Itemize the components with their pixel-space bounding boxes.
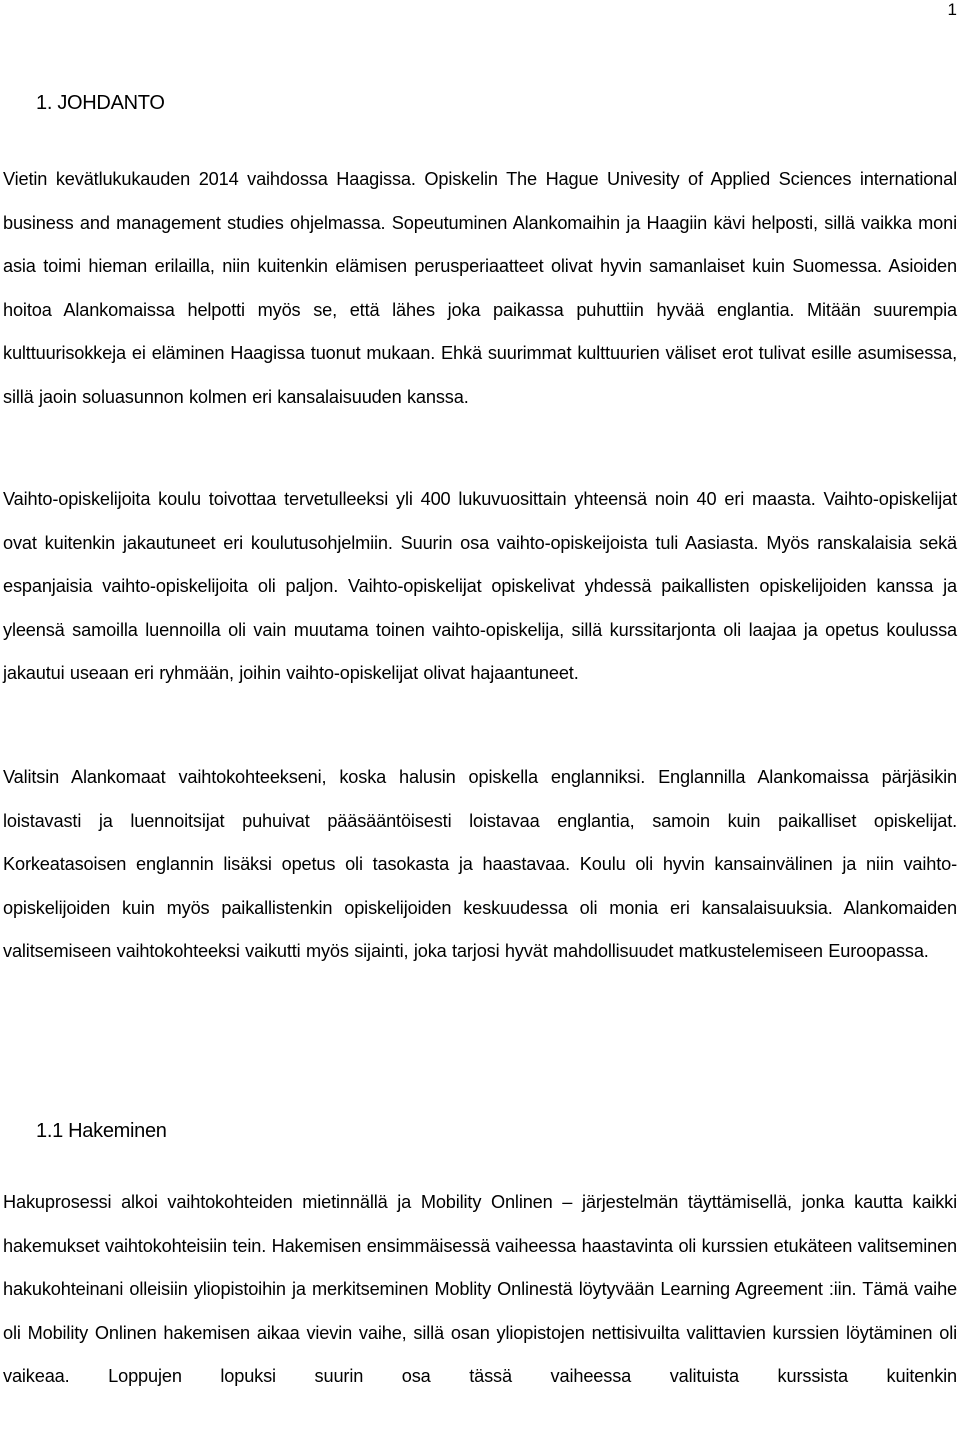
page-number: 1 [947,0,957,19]
body-paragraph: Valitsin Alankomaat vaihtokohteekseni, koska halusin opiskella englanniksi. Englannilla Alankomaissa pärjäsikin loistavasti ja luennoitsijat puhuivat pääsääntöisesti loistavaa englantia, samoin kuin paikalliset opiskelijat. Korkeatasoisen englannin lisäksi opetus oli tasokasta ja haastavaa. Koulu oli hyvin kansainvälinen ja niin vaihto-opiskelijoiden kuin myös paikallistenkin opiskelijoiden keskuudessa oli monia eri kansalaisuuksia. Alankomaiden valitsemiseen vaihtokohteeksi vaikutti myös sijainti, joka tarjosi hyvät mahdollisuudet matkustelemiseen Euroopassa. [3,767,957,962]
section-heading: 1.1 Hakeminen [36,1120,167,1142]
body-paragraph: Vietin kevätlukukauden 2014 vaihdossa Haagissa. Opiskelin The Hague Univesity of Applied Sciences international business and management studies ohjelmassa. Sopeutuminen Alankomaihin ja Haagiin kävi helposti, sillä vaikka moni asia toimi hieman erilailla, niin kuitenkin elämisen perusperiaatteet olivat hyvin samanlaiset kuin Suomessa. Asioiden hoitoa Alankomaissa helpotti myös se, että lähes joka paikassa puhuttiin hyvää englantia. Mitään suurempia kulttuurisokkeja ei eläminen Haagissa tuonut mukaan. Ehkä suurimmat kulttuurien väliset erot tulivat esille asumisessa, sillä jaoin soluasunnon kolmen eri kansalaisuuden kanssa. [3,169,957,407]
body-paragraph: Vaihto-opiskelijoita koulu toivottaa tervetulleeksi yli 400 lukuvuosittain yhteensä noin 40 eri maasta. Vaihto-opiskelijat ovat kuitenkin jakautuneet eri koulutusohjelmiin. Suurin osa vaihto-opiskeijoista tuli Aasiasta. Myös ranskalaisia sekä espanjaisia vaihto-opiskelijoita oli paljon. Vaihto-opiskelijat opiskelivat yhdessä paikallisten opiskelijoiden kanssa ja yleensä samoilla luennoilla oli vain muutama toinen vaihto-opiskelija, sillä kurssitarjonta oli laajaa ja opetus koulussa jakautui useaan eri ryhmään, joihin vaihto-opiskelijat olivat hajaantuneet. [3,489,957,684]
chapter-heading: 1. JOHDANTO [36,92,165,114]
body-paragraph: Hakuprosessi alkoi vaihtokohteiden mietinnällä ja Mobility Onlinen – järjestelmän täyttämisellä, jonka kautta kaikki hakemukset vaihtokohteisiin tein. Hakemisen ensimmäisessä vaiheessa haastavinta oli kurssien etukäteen valitseminen hakukohteinani olleisiin yliopistoihin ja merkitseminen Moblity Onlinestä löytyvään Learning Agreement :iin. Tämä vaihe oli Mobility Onlinen hakemisen aikaa vievin vaihe, sillä osan yliopistojen nettisivuilta valittavien kurssien löytäminen oli vaikeaa. Loppujen lopuksi suurin osa tässä vaiheessa valituista kurssista kuitenkin [3,1192,957,1387]
